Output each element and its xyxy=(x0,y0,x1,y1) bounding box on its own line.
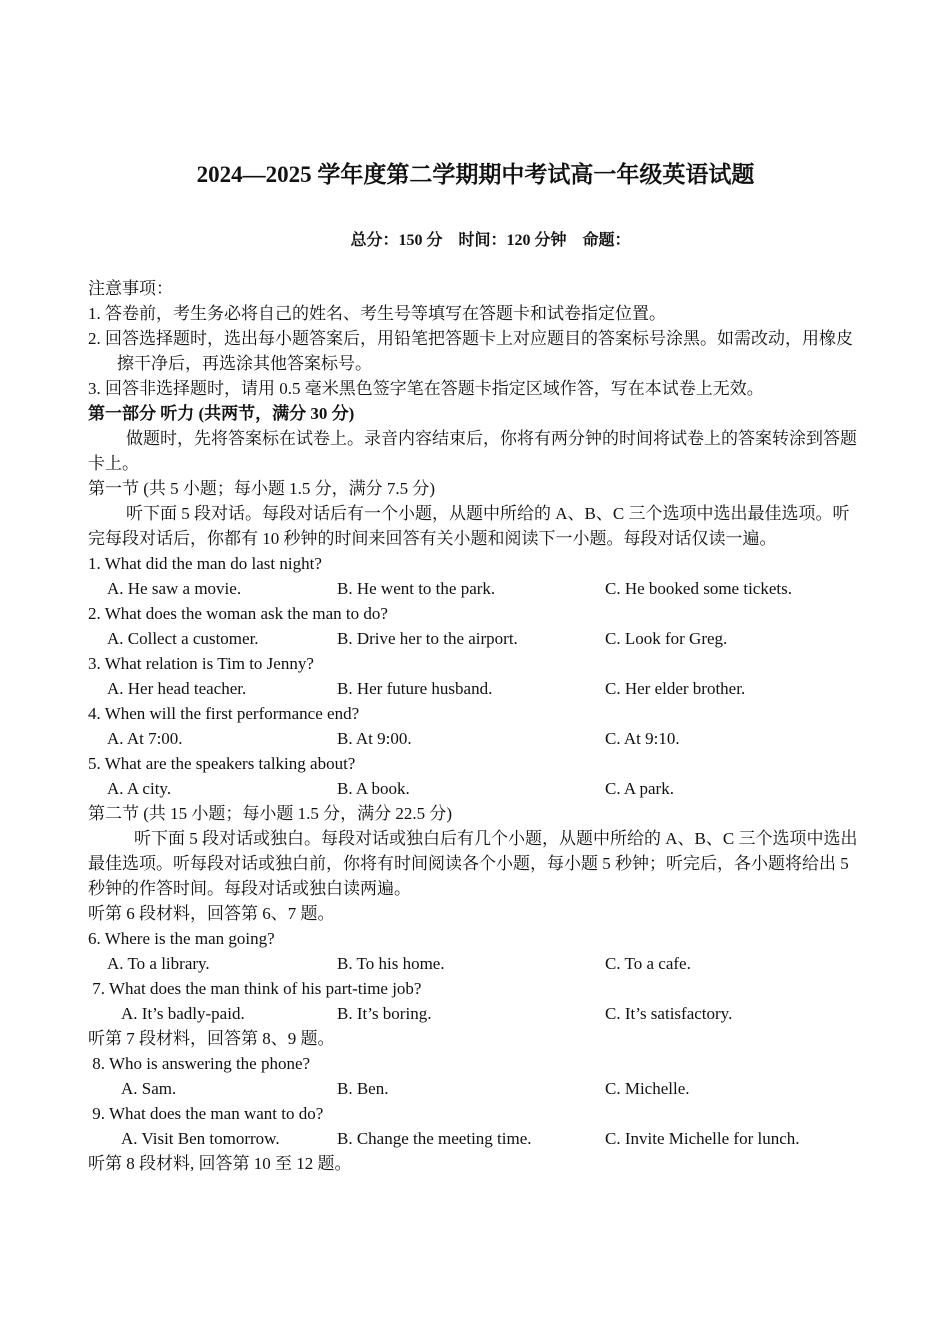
options-row xyxy=(88,576,863,601)
notice-item: 3. 回答非选择题时，请用 0.5 毫米黑色签字笔在答题卡指定区域作答，写在本试卷上无效。 xyxy=(88,379,764,398)
option-a: A. It’s badly-paid. xyxy=(121,1004,245,1023)
options-row xyxy=(88,726,863,751)
option-b: B. He went to the park. xyxy=(337,579,496,598)
option-c: C. At 9:10. xyxy=(605,729,680,748)
question-block xyxy=(88,651,863,701)
option-b: B. Her future husband. xyxy=(337,679,493,698)
options-row xyxy=(88,676,863,701)
option-c: C. He booked some tickets. xyxy=(605,579,792,598)
page-content xyxy=(88,158,863,1176)
question-text: 8. Who is answering the phone? xyxy=(88,1054,311,1073)
part1-intro: 做题时，先将答案标在试卷上。录音内容结束后，你将有两分钟的时间将试卷上的答案转涂到答题卡上。 xyxy=(88,429,857,473)
option-c: C. Look for Greg. xyxy=(605,629,728,648)
notice-item: 2. 回答选择题时，选出每小题答案后，用铅笔把答题卡上对应题目的答案标号涂黑。如需改动，用橡皮擦干净后，再选涂其他答案标号。 xyxy=(88,329,853,373)
option-b: B. Drive her to the airport. xyxy=(337,629,518,648)
question-block xyxy=(88,751,863,801)
option-a: A. Collect a customer. xyxy=(107,629,259,648)
question-text: 4. When will the first performance end? xyxy=(88,704,360,723)
option-a: A. At 7:00. xyxy=(107,729,183,748)
option-c: C. Michelle. xyxy=(605,1079,690,1098)
question-text: 6. Where is the man going? xyxy=(88,929,275,948)
options-row xyxy=(88,626,863,651)
part1-heading: 第一部分 听力 (共两节，满分 30 分) xyxy=(88,404,355,423)
material-instruction: 听第 8 段材料, 回答第 10 至 12 题。 xyxy=(88,1154,352,1173)
option-a: A. Visit Ben tomorrow. xyxy=(121,1129,280,1148)
option-c: C. To a cafe. xyxy=(605,954,691,973)
section2-heading: 第二节 (共 15 小题；每小题 1.5 分，满分 22.5 分) xyxy=(88,804,453,823)
question-block xyxy=(88,1051,863,1101)
option-b: B. Ben. xyxy=(337,1079,389,1098)
question-text: 1. What did the man do last night? xyxy=(88,554,322,573)
question-text: 3. What relation is Tim to Jenny? xyxy=(88,654,314,673)
question-text: 2. What does the woman ask the man to do? xyxy=(88,604,388,623)
material-instruction: 听第 6 段材料，回答第 6、7 题。 xyxy=(88,904,335,923)
notice-item: 1. 答卷前，考生务必将自己的姓名、考生号等填写在答题卡和试卷指定位置。 xyxy=(88,304,666,323)
page-title: 2024—2025 学年度第二学期期中考试高一年级英语试题 xyxy=(196,162,755,187)
section2-intro: 听下面 5 段对话或独白。每段对话或独白后有几个小题，从题中所给的 A、B、C 三个选项中选出最佳选项。听每段对话或独白前，你将有时间阅读各个小题，每小题 5 秒钟；听完后，各小题将给出 5 秒钟的作答时间。每段对话或独白读两遍。 xyxy=(88,829,858,898)
material-instruction: 听第 7 段材料，回答第 8、9 题。 xyxy=(88,1029,335,1048)
option-c: C. Invite Michelle for lunch. xyxy=(605,1129,800,1148)
question-block xyxy=(88,601,863,651)
question-block xyxy=(88,926,863,976)
options-row xyxy=(88,1126,863,1151)
section1-intro: 听下面 5 段对话。每段对话后有一个小题，从题中所给的 A、B、C 三个选项中选出最佳选项。听完每段对话后，你都有 10 秒钟的时间来回答有关小题和阅读下一小题。每段对话仅读一遍。 xyxy=(88,504,850,548)
option-c: C. A park. xyxy=(605,779,674,798)
option-b: B. A book. xyxy=(337,779,410,798)
option-a: A. To a library. xyxy=(107,954,210,973)
option-b: B. At 9:00. xyxy=(337,729,412,748)
options-row xyxy=(88,776,863,801)
question-block xyxy=(88,976,863,1026)
option-c: C. It’s satisfactory. xyxy=(605,1004,733,1023)
option-b: B. It’s boring. xyxy=(337,1004,432,1023)
question-block xyxy=(88,1101,863,1151)
option-b: B. To his home. xyxy=(337,954,445,973)
question-block xyxy=(88,551,863,601)
options-row xyxy=(88,1076,863,1101)
question-text: 7. What does the man think of his part-time job? xyxy=(88,979,422,998)
option-c: C. Her elder brother. xyxy=(605,679,746,698)
options-row xyxy=(88,1001,863,1026)
option-a: A. Sam. xyxy=(121,1079,177,1098)
option-a: A. A city. xyxy=(107,779,172,798)
question-block xyxy=(88,701,863,751)
section1-heading: 第一节 (共 5 小题；每小题 1.5 分，满分 7.5 分) xyxy=(88,479,436,498)
option-a: A. Her head teacher. xyxy=(107,679,247,698)
options-row xyxy=(88,951,863,976)
exam-meta: 总分：150 分 时间：120 分钟 命题： xyxy=(350,232,631,249)
question-text: 9. What does the man want to do? xyxy=(88,1104,324,1123)
option-a: A. He saw a movie. xyxy=(107,579,242,598)
question-text: 5. What are the speakers talking about? xyxy=(88,754,356,773)
option-b: B. Change the meeting time. xyxy=(337,1129,532,1148)
notice-heading: 注意事项： xyxy=(88,279,173,298)
